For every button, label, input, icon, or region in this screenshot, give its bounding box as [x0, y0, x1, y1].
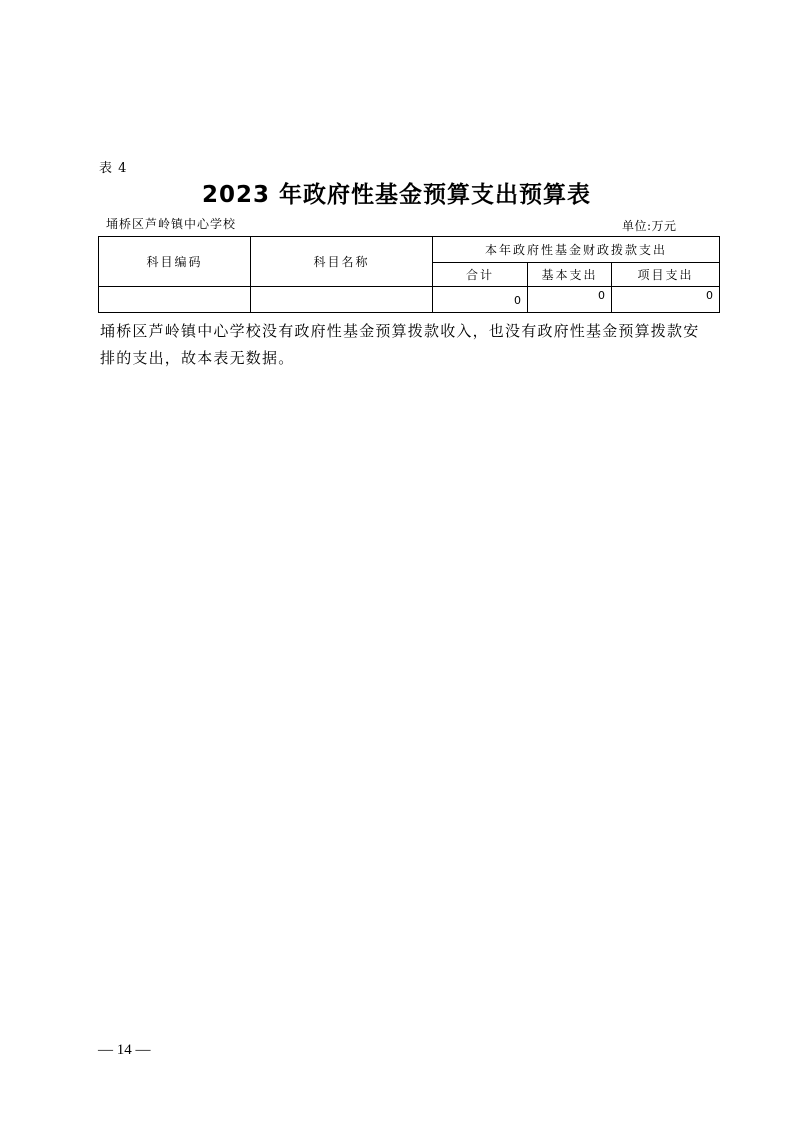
table-label: 表 4	[99, 161, 128, 176]
table-row	[99, 287, 720, 313]
budget-table	[98, 236, 720, 313]
organization-name: 埇桥区芦岭镇中心学校	[106, 217, 237, 231]
page-number: — 14 —	[98, 1042, 151, 1058]
explanatory-note: 埇桥区芦岭镇中心学校没有政府性基金预算拨款收入，也没有政府性基金预算拨款安排的支出，故本表无数据。	[100, 322, 700, 367]
cell-subject-name	[251, 287, 433, 313]
unit-label: 单位:万元	[622, 219, 677, 233]
header-subject-code: 科目编码	[99, 237, 251, 287]
header-group-expenditure: 本年政府性基金财政拨款支出	[433, 237, 720, 263]
header-project-expenditure: 项目支出	[612, 263, 720, 287]
cell-subject-code	[99, 287, 251, 313]
cell-project: 0	[612, 287, 720, 313]
page-title: 2023 年政府性基金预算支出预算表	[201, 182, 592, 208]
header-basic-expenditure: 基本支出	[528, 263, 612, 287]
header-total: 合计	[433, 263, 528, 287]
header-subject-name: 科目名称	[251, 237, 433, 287]
cell-basic: 0	[528, 287, 612, 313]
cell-total: 0	[433, 287, 528, 313]
